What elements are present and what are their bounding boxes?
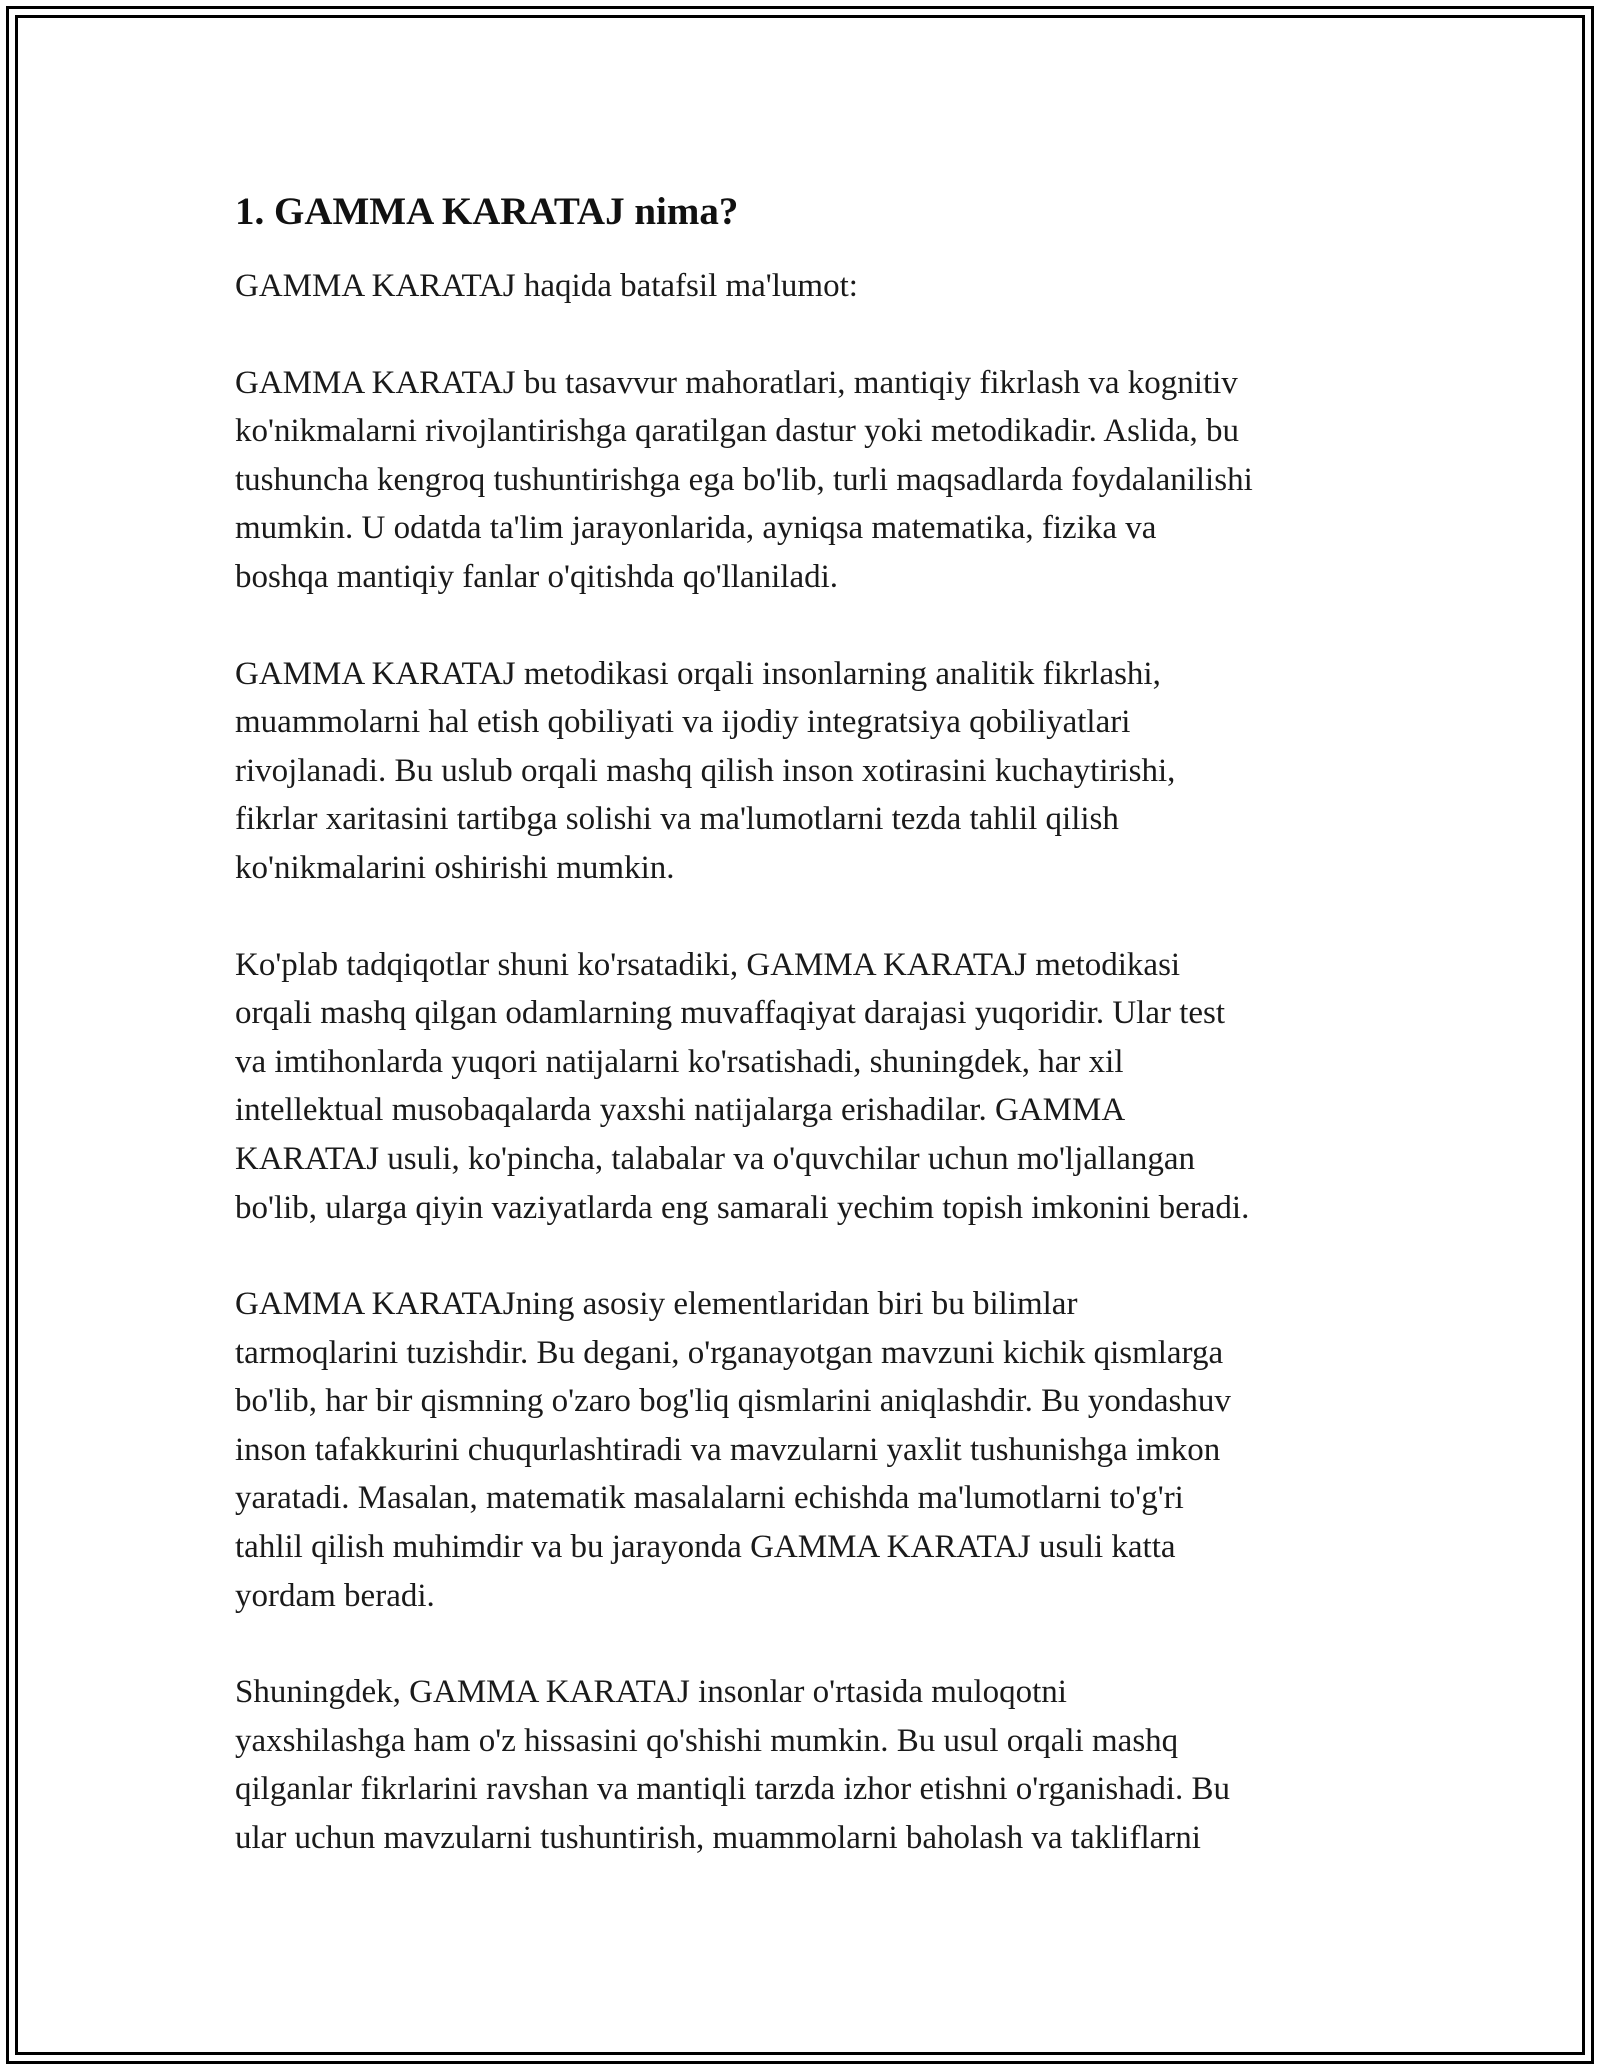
- document-body: [235, 182, 1385, 1911]
- section-heading: 1. GAMMA KARATAJ nima?: [235, 190, 739, 233]
- body-paragraph-2: GAMMA KARATAJ metodikasi orqali insonlarning analitik fikrlashi, muammolarni hal etish qobiliyati va ijodiy integratsiya qobiliyatlari rivojlanadi. Bu uslub orqali mashq qilish inson xotirasini kuchaytirishi, fikrlar xaritasini tartibga solishi va ma'lumotlarni tezda tahlil qilish ko'nikmalarini oshirishi mumkin.: [235, 655, 1176, 886]
- body-paragraph-4: GAMMA KARATAJning asosiy elementlaridan biri bu bilimlar tarmoqlarini tuzishdir. Bu degani, o'rganayotgan mavzuni kichik qismlarga bo'lib, har bir qismning o'zaro bog'liq qismlarini aniqlashdir. Bu yondashuv inson tafakkurini chuqurlashtiradi va mavzularni yaxlit tushunishga imkon yaratadi. Masalan, matematik masalalarni echishda ma'lumotlarni to'g'ri tahlil qilish muhimdir va bu jarayonda GAMMA KARATAJ usuli katta yordam beradi.: [235, 1286, 1231, 1614]
- body-paragraph-1: GAMMA KARATAJ bu tasavvur mahoratlari, mantiqiy fikrlash va kognitiv ko'nikmalarni rivojlantirishga qaratilgan dastur yoki metodikadir. Aslida, bu tushuncha kengroq tushuntirishga ega bo'lib, turli maqsadlarda foydalanilishi mumkin. U odatda ta'lim jarayonlarida, ayniqsa matematika, fizika va boshqa mantiqiy fanlar o'qitishda qo'llaniladi.: [235, 364, 1253, 595]
- intro-paragraph: GAMMA KARATAJ haqida batafsil ma'lumot:: [235, 268, 858, 304]
- body-paragraph-3: Ko'plab tadqiqotlar shuni ko'rsatadiki, GAMMA KARATAJ metodikasi orqali mashq qilgan odamlarning muvaffaqiyat darajasi yuqoridir. Ular test va imtihonlarda yuqori natijalarni ko'rsatishadi, shuningdek, har xil intellektual musobaqalarda yaxshi natijalarga erishadilar. GAMMA KARATAJ usuli, ko'pincha, talabalar va o'quvchilar uchun mo'ljallangan bo'lib, ularga qiyin vaziyatlarda eng samarali yechim topish imkonini beradi.: [235, 946, 1250, 1226]
- body-paragraph-5: Shuningdek, GAMMA KARATAJ insonlar o'rtasida muloqotni yaxshilashga ham o'z hissasini qo'shishi mumkin. Bu usul orqali mashq qilganlar fikrlarini ravshan va mantiqli tarzda izhor etishni o'rganishadi. Bu ular uchun mavzularni tushuntirish, muammolarni baholash va takliflarni: [235, 1674, 1231, 1857]
